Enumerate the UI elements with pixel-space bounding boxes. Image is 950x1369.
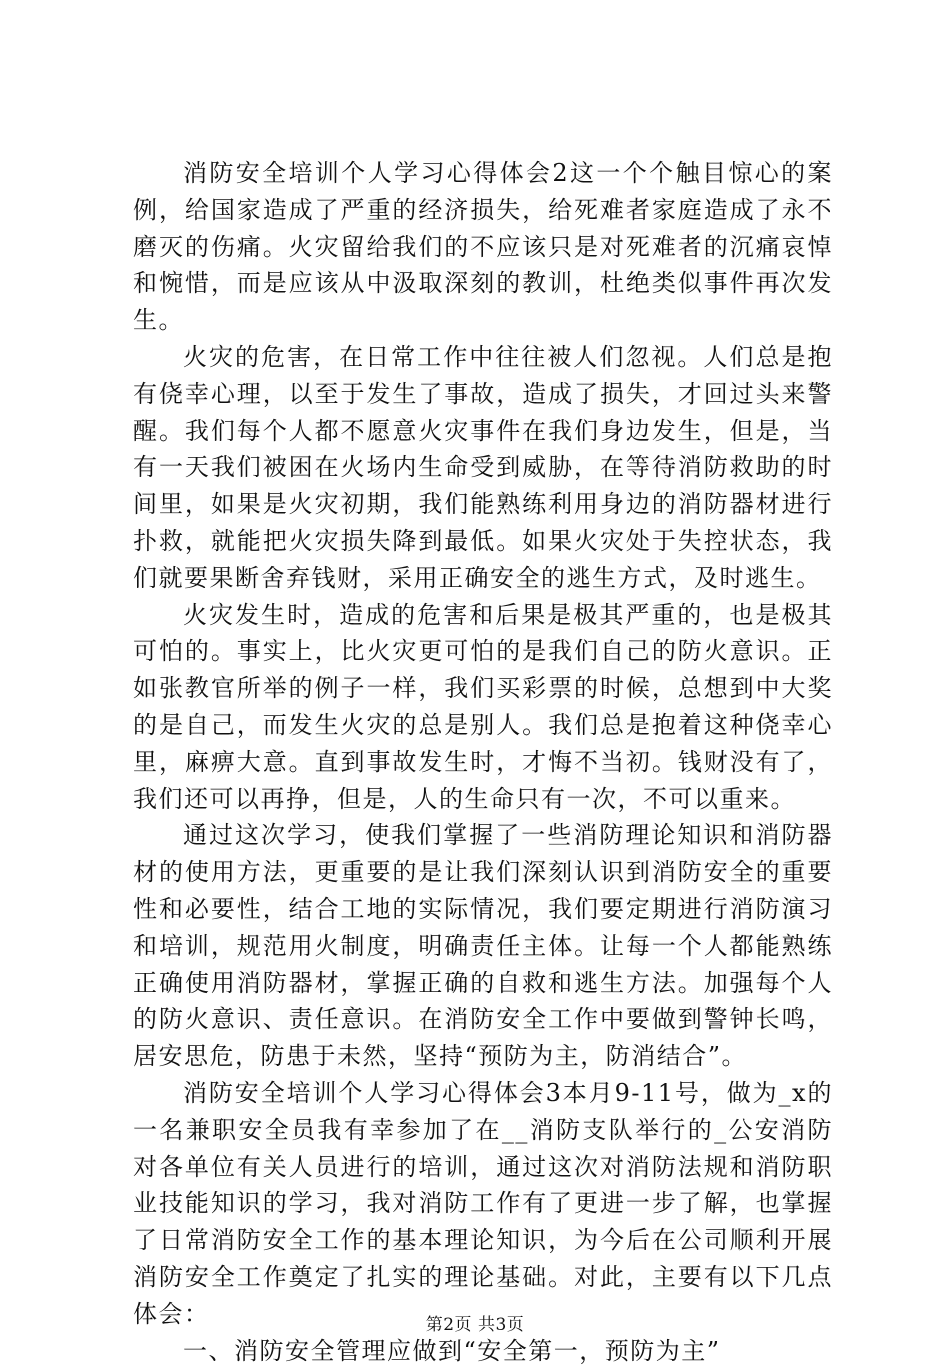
- document-body: [133, 155, 833, 1369]
- section-heading: 一、消防安全管理应做到“安全第一，预防为主”: [133, 1333, 833, 1369]
- paragraph: 通过这次学习，使我们掌握了一些消防理论知识和消防器材的使用方法，更重要的是让我们深刻认识到消防安全的重要性和必要性，结合工地的实际情况，我们要定期进行消防演习和培训，规范用火制度，明确责任主体。让每一个人都能熟练正确使用消防器材，掌握正确的自救和逃生方法。加强每个人的防火意识、责任意识。在消防安全工作中要做到警钟长鸣，居安思危，防患于未然，坚持“预防为主，防消结合”。: [133, 817, 833, 1075]
- paragraph: 火灾发生时，造成的危害和后果是极其严重的，也是极其可怕的。事实上，比火灾更可怕的是我们自己的防火意识。正如张教官所举的例子一样，我们买彩票的时候，总想到中大奖的是自己，而发生火灾的总是别人。我们总是抱着这种侥幸心里，麻痹大意。直到事故发生时，才悔不当初。钱财没有了，我们还可以再挣，但是，人的生命只有一次，不可以重来。: [133, 597, 833, 818]
- paragraph: 消防安全培训个人学习心得体会3本月9-11号，做为_x的一名兼职安全员我有幸参加了在__消防支队举行的_公安消防对各单位有关人员进行的培训，通过这次对消防法规和消防职业技能知识的学习，我对消防工作有了更进一步了解，也掌握了日常消防安全工作的基本理论知识，为今后在公司顺利开展消防安全工作奠定了扎实的理论基础。对此，主要有以下几点体会：: [133, 1075, 833, 1333]
- paragraph: 火灾的危害，在日常工作中往往被人们忽视。人们总是抱有侥幸心理，以至于发生了事故，造成了损失，才回过头来警醒。我们每个人都不愿意火灾事件在我们身边发生，但是，当有一天我们被困在火场内生命受到威胁，在等待消防救助的时间里，如果是火灾初期，我们能熟练利用身边的消防器材进行扑救，就能把火灾损失降到最低。如果火灾处于失控状态，我们就要果断舍弃钱财，采用正确安全的逃生方式，及时逃生。: [133, 339, 833, 597]
- page-footer: 第2页 共3页: [0, 1310, 950, 1335]
- paragraph: 消防安全培训个人学习心得体会2这一个个触目惊心的案例，给国家造成了严重的经济损失，给死难者家庭造成了永不磨灭的伤痛。火灾留给我们的不应该只是对死难者的沉痛哀悼和惋惜，而是应该从中汲取深刻的教训，杜绝类似事件再次发生。: [133, 155, 833, 339]
